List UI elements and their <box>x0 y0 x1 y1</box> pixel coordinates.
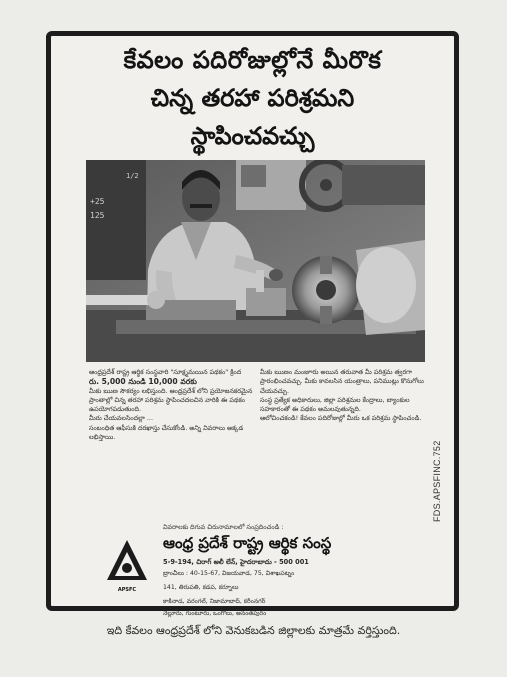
corporation-name: ఆంధ్ర ప్రదేశ్ రాష్ట్ర ఆర్థిక సంస్థ <box>163 534 332 552</box>
body-paragraph: ఆంధ్రప్రదేశ్ రాష్ట్ర ఆర్థిక సంస్థవారి "సూక్ష్మమయిన పథకం" క్రింద <box>89 368 242 376</box>
body-column-left <box>89 368 255 516</box>
branch-address: 141, తిరుపతి, కడప, కర్నూలు <box>163 584 239 591</box>
headline-line-1: కేవలం పదిరోజుల్లోనే మీరొక <box>123 46 382 74</box>
apsfc-logo <box>105 538 149 590</box>
body-paragraph: సంబంధిత ఆఫీసుకి దరఖాస్తు చేసుకోండి. అన్ని వివరాలు అక్కడ లభిస్తాయి. <box>89 423 244 442</box>
svg-text:125: 125 <box>90 211 105 220</box>
branch-address: నెల్లూరు, గుంటూరు, ఒంగోలు, అనంతపురం <box>163 610 267 617</box>
body-paragraph: మీరు చేయవలసిందల్లా ... <box>89 414 153 423</box>
svg-text:1/2: 1/2 <box>126 172 139 180</box>
worker-at-lathe-photo <box>86 160 425 362</box>
logo-caption: APSFC <box>117 587 137 593</box>
headline-line-3: స్థాపించవచ్చు <box>190 122 315 150</box>
body-paragraph: ఆలోచించకండి! కేవలం పదిరోజుల్లో మీరు ఒక పరిశ్రమ స్థాపించండి. <box>260 414 422 423</box>
headline-line-2: చిన్న తరహా పరిశ్రమని <box>150 84 355 112</box>
branch-address: బ్రాంచీలు : 40-15-67, విజయవాడ, 75, విశాఖపట్నం <box>163 570 295 577</box>
loan-amount-text: రు. 5,000 నుండి 10,000 వరకు <box>89 377 197 387</box>
ad-frame <box>46 31 459 617</box>
head-office-address: 5-9-194, చిరాగ్ అలీ లేన్, హైదరాబాదు - 500 001 <box>163 558 309 566</box>
footer-note: ఇది కేవలం ఆంధ్రప్రదేశ్ లోని వెనుకబడిన జిల్లాలకు మాత్రమే వర్తిస్తుంది. <box>106 624 401 637</box>
body-paragraph: సంస్థ ప్రత్యేక అధికారులు, జిల్లా పరిశ్రమల కేంద్రాలు, బ్యాంకుల సహకారంతో ఈ పథకం అమలవుతున్నది. <box>260 395 410 414</box>
body-column-right <box>260 368 426 516</box>
body-paragraph: మీకు ఋణ సౌకర్యం లభిస్తుంది. ఆంధ్రప్రదేశ్ లోని ప్రయోజనకరమైన ప్రాంతాల్లో చిన్న తరహా పరిశ్రమ స్థాపించదలచిన వారికి ఈ పథకం ఉపయోగపడుతుంది. <box>89 386 253 414</box>
contact-intro: వివరాలకు దిగువ చిరునామాలలో సంప్రదించండి : <box>163 523 284 531</box>
svg-text:+25: +25 <box>90 197 105 206</box>
branch-address: కాకినాడ, వరంగల్, నిజామాబాద్, కరీంనగర్ <box>163 598 266 605</box>
body-paragraph: మీకు ఋణం మంజూరు అయిన తరువాత మీ పరిశ్రమ త్వరగా ప్రారంభించవచ్చు. మీకు కావలసిన యంత్రాలు, పనిముట్లు కొనుగోలు చేయవచ్చు. <box>260 368 424 395</box>
publication-code: FDS.APSFINC.752 <box>432 440 442 522</box>
